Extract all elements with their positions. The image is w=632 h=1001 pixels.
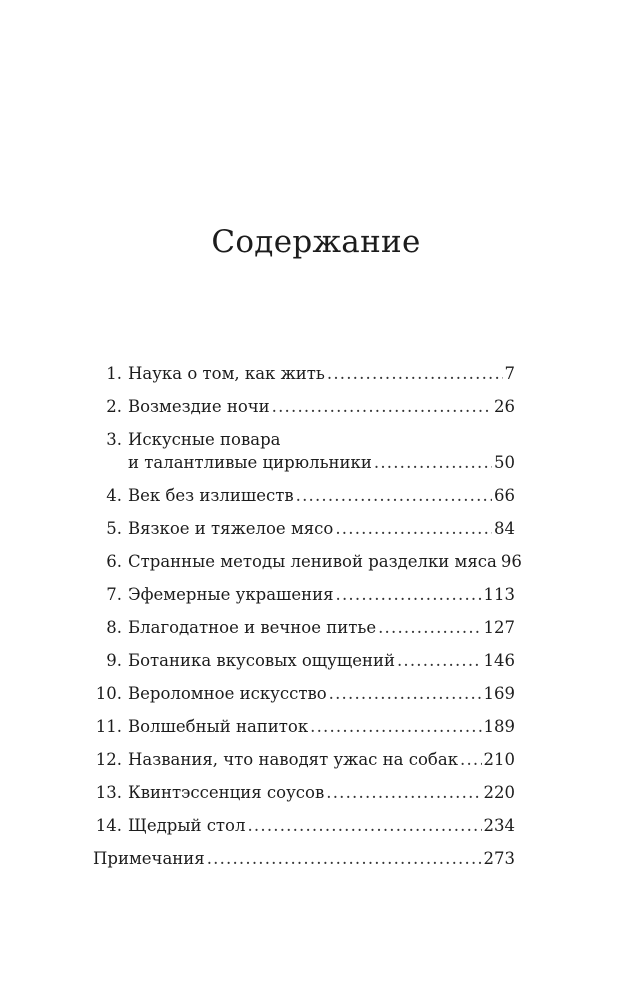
toc-entry-title: Волшебный напиток (128, 717, 309, 736)
toc-entry-5[interactable] (93, 517, 515, 540)
toc-entry-number: 4. (106, 486, 122, 505)
dot-leader (247, 814, 481, 837)
dot-leader (329, 682, 482, 705)
toc-entry-notes[interactable] (93, 847, 515, 870)
toc-entry-title-line1: Искусные повара (128, 430, 281, 449)
dot-leader (310, 715, 481, 738)
toc-entry-number: 13. (95, 783, 122, 802)
toc-entry-number: 11. (95, 717, 122, 736)
toc-entry-12[interactable] (93, 748, 515, 771)
toc-entry-3-continuation[interactable] (93, 451, 515, 474)
dot-leader (460, 748, 481, 771)
toc-entry-title: Вероломное искусство (128, 684, 327, 703)
toc-entry-page: 210 (483, 750, 515, 769)
dot-leader (326, 781, 481, 804)
dot-leader (335, 517, 492, 540)
toc-entry-number: 8. (106, 618, 122, 637)
dot-leader (296, 484, 492, 507)
toc-entry-title: Наука о том, как жить (128, 364, 325, 383)
toc-entry-title: Ботаника вкусовых ощущений (128, 651, 395, 670)
toc-entry-number: 5. (106, 519, 122, 538)
toc-entry-8[interactable] (93, 616, 515, 639)
toc-entry-page: 127 (483, 618, 515, 637)
toc-entry-title-line2: и талантливые цирюльники (128, 453, 372, 472)
toc-entry-4[interactable] (93, 484, 515, 507)
dot-leader (207, 847, 482, 870)
toc-entry-6[interactable] (93, 550, 522, 573)
page-title: Содержание (211, 224, 421, 260)
toc-entry-title: Век без излишеств (128, 486, 294, 505)
toc-entry-number: 1. (106, 364, 122, 383)
toc-entry-title: Благодатное и вечное питье (128, 618, 377, 637)
toc-entry-number: 7. (106, 585, 122, 604)
toc-entry-number: 10. (95, 684, 122, 703)
toc-entry-page: 96 (500, 552, 522, 571)
toc-entry-page: 50 (494, 453, 515, 472)
toc-entry-number: 6. (106, 552, 122, 571)
toc-entry-page: 113 (483, 585, 515, 604)
toc-entry-number: 9. (106, 651, 122, 670)
dot-leader (397, 649, 482, 672)
toc-entry-page: 234 (483, 816, 515, 835)
toc-entry-title: Примечания (93, 849, 205, 868)
toc-entry-page: 220 (483, 783, 515, 802)
toc-entry-title: Странные методы ленивой разделки мяса (128, 552, 497, 571)
toc-entry-number: 3. (106, 430, 122, 449)
toc-entry-page: 26 (494, 397, 515, 416)
toc-entry-page: 66 (494, 486, 515, 505)
toc-entry-title: Возмездие ночи (128, 397, 270, 416)
toc-entry-title: Названия, что наводят ужас на собак (128, 750, 459, 769)
toc-entry-13[interactable] (93, 781, 515, 804)
toc-entry-9[interactable] (93, 649, 515, 672)
toc-entry-page: 7 (504, 364, 515, 383)
toc-entry-14[interactable] (93, 814, 515, 837)
dot-leader (378, 616, 481, 639)
toc-entry-title: Вязкое и тяжелое мясо (128, 519, 334, 538)
toc-entry-2[interactable] (93, 395, 515, 418)
toc-entry-page: 169 (483, 684, 515, 703)
toc-entry-title: Щедрый стол (128, 816, 246, 835)
toc-entry-3[interactable] (93, 428, 515, 451)
toc-entry-page: 146 (483, 651, 515, 670)
toc-entry-number: 14. (95, 816, 122, 835)
dot-leader (374, 451, 492, 474)
toc-entry-page: 273 (483, 849, 515, 868)
toc-entry-number: 2. (106, 397, 122, 416)
toc-entry-page: 84 (494, 519, 515, 538)
dot-leader (272, 395, 492, 418)
toc-entry-1[interactable] (93, 362, 515, 385)
toc-entry-page: 189 (483, 717, 515, 736)
toc-entry-10[interactable] (93, 682, 515, 705)
toc-entry-7[interactable] (93, 583, 515, 606)
dot-leader (327, 362, 503, 385)
toc-entry-title: Квинтэссенция соусов (128, 783, 325, 802)
toc-entry-11[interactable] (93, 715, 515, 738)
toc-entry-number: 12. (95, 750, 122, 769)
dot-leader (336, 583, 482, 606)
toc-entry-title: Эфемерные украшения (128, 585, 334, 604)
